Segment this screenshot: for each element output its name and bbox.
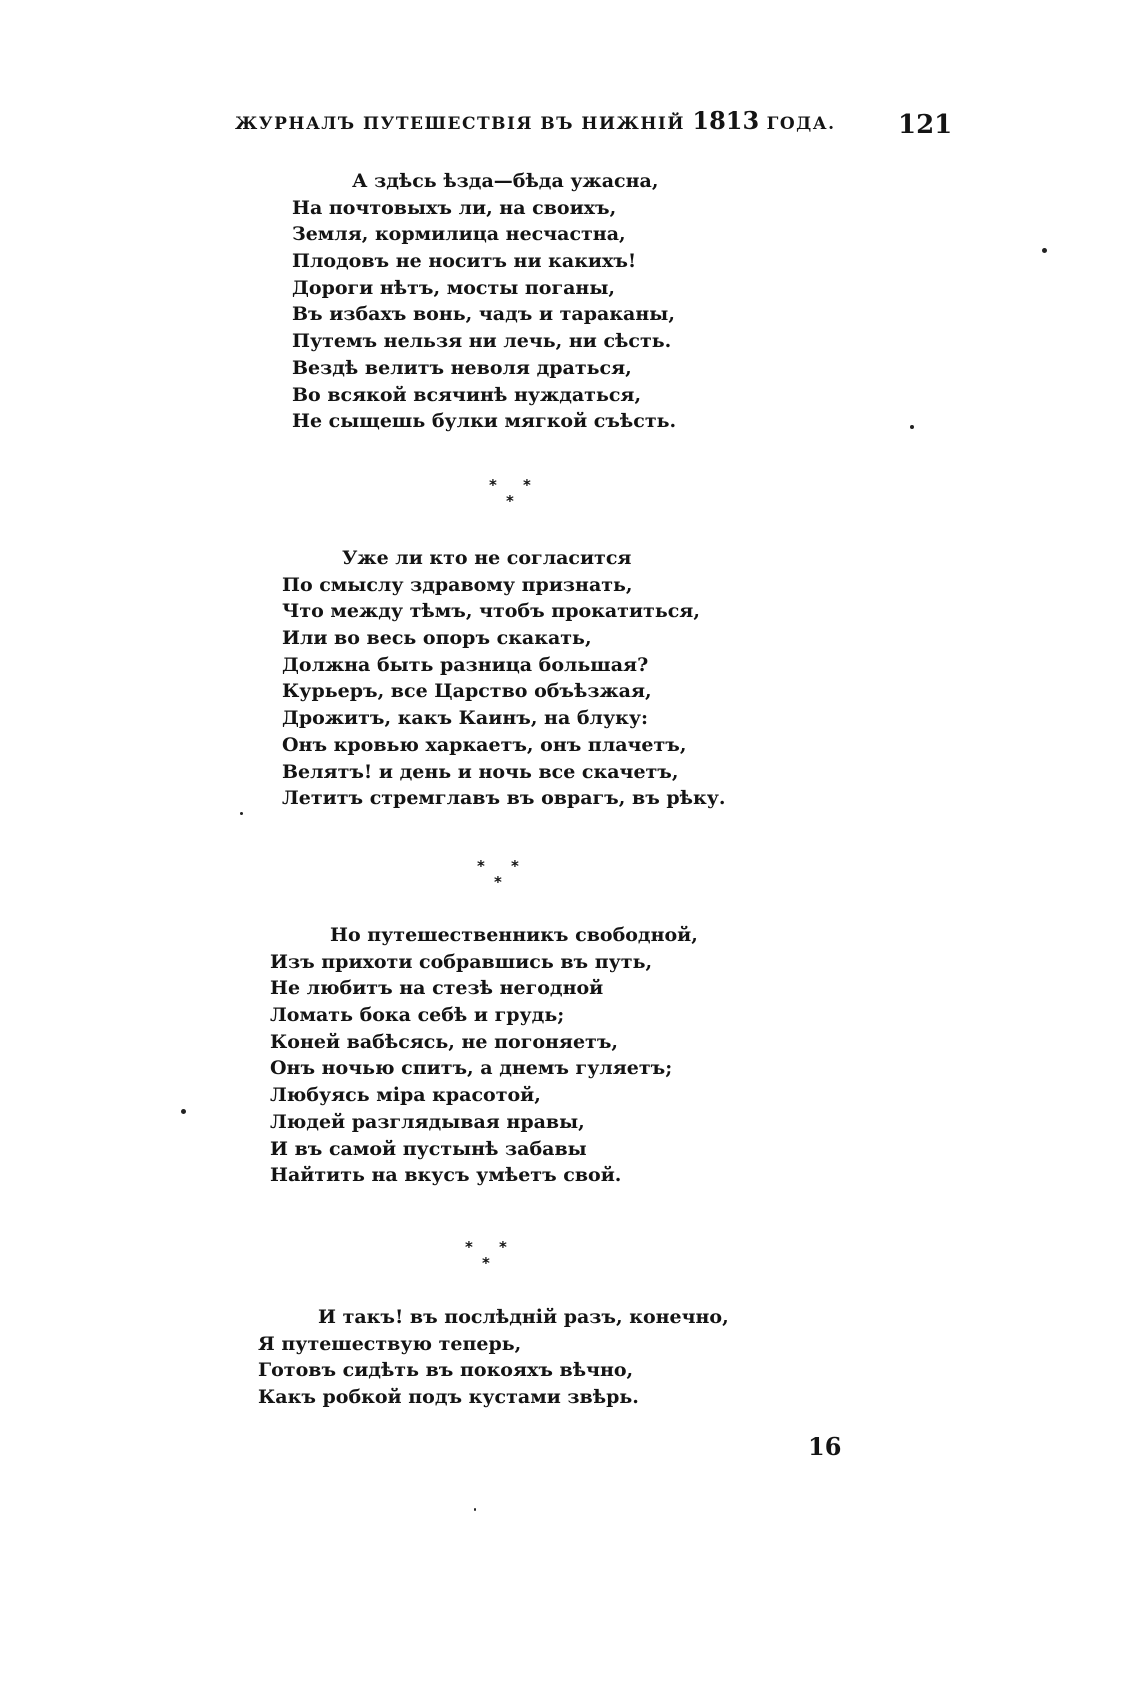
stanza-3 [270, 922, 698, 1189]
asterisk: * [499, 1238, 507, 1256]
header-year: 1813 [692, 106, 760, 135]
stanza-2 [282, 545, 726, 812]
verse-line: Ломать бока себѣ и грудь; [270, 1004, 565, 1027]
print-speck [910, 425, 914, 429]
verse-line: Вездѣ велитъ неволя драться, [292, 356, 632, 379]
verse-line: Не сыщешь булки мягкой съѣсть. [292, 410, 677, 433]
verse-line: Любуясь міра красотой, [270, 1084, 541, 1107]
asterism-separator [477, 857, 523, 891]
page-number: 121 [898, 110, 953, 140]
asterisk: * [511, 857, 519, 875]
verse-line: Людей разглядывая нравы, [270, 1110, 585, 1133]
running-header [235, 106, 836, 135]
verse-line: И въ самой пустынѣ забавы [270, 1137, 587, 1160]
verse-line: Во всякой всячинѣ нуждаться, [292, 383, 642, 406]
verse-line: Готовъ сидѣть въ покояхъ вѣчно, [258, 1359, 634, 1382]
print-speck [181, 1109, 186, 1114]
asterism-separator [465, 1238, 511, 1272]
verse-line: Уже ли кто не согласится [342, 547, 632, 569]
print-speck [1042, 248, 1047, 253]
verse-line: Или во весь опоръ скакать, [282, 627, 592, 650]
verse-line: Плодовъ не носитъ ни какихъ! [292, 250, 637, 273]
verse-line: Дороги нѣтъ, мосты поганы, [292, 276, 615, 299]
verse-line: Должна быть разница большая? [282, 653, 649, 676]
verse-line: Я путешествую теперь, [258, 1332, 522, 1355]
stanza-1 [292, 168, 676, 435]
verse-line: Онъ кровью харкаетъ, онъ плачетъ, [282, 733, 687, 756]
asterisk: * [494, 873, 502, 891]
asterisk: * [465, 1238, 473, 1256]
verse-line: Дрожитъ, какъ Каинъ, на блуку: [282, 707, 649, 730]
header-title: ЖУРНАЛЪ ПУТЕШЕСТВІЯ ВЪ НИЖНІЙ [235, 114, 685, 134]
print-speck [474, 1508, 476, 1511]
asterisk: * [482, 1254, 490, 1272]
asterisk: * [477, 857, 485, 875]
stanza-4 [258, 1304, 729, 1411]
verse-line: По смыслу здравому признать, [282, 573, 633, 596]
verse-line: На почтовыхъ ли, на своихъ, [292, 196, 617, 219]
print-speck [240, 812, 243, 815]
header-suffix: ГОДА. [766, 114, 836, 134]
verse-line: Не любитъ на стезѣ негодной [270, 977, 604, 1000]
verse-line: Курьеръ, все Царство объѣзжая, [282, 680, 652, 703]
verse-line: Велятъ! и день и ночь все скачетъ, [282, 760, 679, 783]
asterisk: * [523, 476, 531, 494]
verse-line: Найтить на вкусъ умѣетъ свой. [270, 1164, 622, 1187]
verse-line: Коней вабѣсясь, не погоняетъ, [270, 1030, 619, 1053]
verse-line: Земля, кормилица несчастна, [292, 223, 626, 246]
verse-line: Какъ робкой подъ кустами звѣрь. [258, 1386, 639, 1409]
verse-line: Въ избахъ вонь, чадъ и тараканы, [292, 303, 675, 326]
signature-mark: 16 [808, 1432, 842, 1461]
verse-line: Онъ ночью спитъ, а днемъ гуляетъ; [270, 1057, 673, 1080]
verse-line: Путемъ нельзя ни лечь, ни сѣсть. [292, 330, 672, 353]
asterisk: * [506, 492, 514, 510]
asterisk: * [489, 476, 497, 494]
verse-line: Изъ прихоти собравшись въ путь, [270, 950, 653, 973]
asterism-separator [489, 476, 535, 510]
verse-line: Но путешественникъ свободной, [330, 924, 698, 946]
verse-line: Летитъ стремглавъ въ оврагъ, въ рѣку. [282, 787, 726, 810]
verse-line: А здѣсь ѣзда—бѣда ужасна, [352, 170, 659, 192]
verse-line: И такъ! въ послѣдній разъ, конечно, [318, 1306, 729, 1328]
verse-line: Что между тѣмъ, чтобъ прокатиться, [282, 600, 700, 623]
